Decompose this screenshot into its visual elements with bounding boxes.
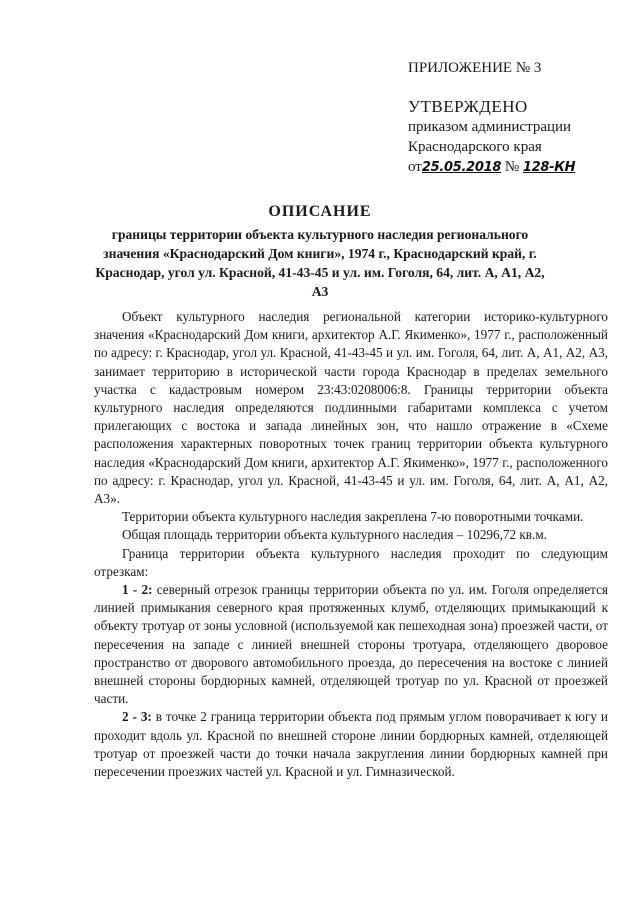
segment-text: северный отрезок границы территории объекта по ул. им. Гоголя определяется линией примыкания северного края протяженных клумб, отделяющих примыкающий к объекту тротуар от зоны условной (используемой как пешеходная зона) проезжей части, от пересечения на западе с линией внешней стороны тротуара, отделяющего дворовое пространство от дворового автомобильного проезда, до пересечения на востоке с линией внешней стороны бордюрных камней, отделяющей тротуар по ул. Красной от проезжей части. <box>94 582 608 707</box>
order-date: 25.05.2018 <box>421 160 502 175</box>
paragraph-segment-2-3 <box>94 708 608 781</box>
document-body <box>94 308 608 781</box>
segment-text: в точке 2 граница территории объекта под прямым углом поворачивает к югу и проходит вдоль ул. Красной по внешней стороне линии бордюрных камней, отделяющей тротуар от проезжей части до точки начала закругления линии бордюрных камней при пересечении проезжих частей ул. Красной и ул. Гимназической. <box>94 709 608 780</box>
order-from: от <box>408 159 422 175</box>
document-title: ОПИСАНИЕ <box>268 203 372 220</box>
paragraph-boundary-intro: Граница территории объекта культурного наследия проходит по следующим отрезкам: <box>94 545 608 579</box>
order-line <box>408 157 575 178</box>
order-number: 128-КН <box>522 160 576 175</box>
appendix-label: ПРИЛОЖЕНИЕ № 3 <box>408 60 542 76</box>
approved-title: УТВЕРЖДЕНО <box>408 97 528 116</box>
approved-line-2: Краснодарского края <box>408 139 542 155</box>
paragraph-turning-points: Территории объекта культурного наследия закреплена 7-ю поворотными точками. <box>122 509 584 525</box>
order-number-sign: № <box>504 159 520 175</box>
document-subtitle: границы территории объекта культурного наследия регионального значения «Краснодарский Дом книги», 1974 г., Краснодарский край, г. Краснодар, угол ул. Красной, 41-43-45 и ул. им. Гоголя, 64, лит. А, А1, А2, А3 <box>95 227 545 299</box>
segment-label: 2 - 3: <box>122 709 152 725</box>
paragraph-total-area: Общая площадь территории объекта культурного наследия – 10296,72 кв.м. <box>122 527 547 543</box>
paragraph-segment-1-2 <box>94 581 608 708</box>
paragraph-object-description: Объект культурного наследия региональной категории историко-культурного значения «Краснодарский Дом книги, архитектор А.Г. Якименко», 1977 г., расположенный по адресу: г. Краснодар, угол ул. Красной, 41-43-45 и ул. им. Гоголя, 64, лит. А, А1, А2, А3, занимает территорию в исторической части города Краснодар в пределах земельного участка с кадастровым номером 23:43:0208006:8. Границы территории объекта культурного наследия определяются подлинными габаритами комплекса с учетом прилегающих с востока и запада линейных зон, что нашло отражение в «Схеме расположения характерных поворотных точек границ территории объекта культурного наследия «Краснодарский Дом книги, архитектор А.Г. Якименко», 1977 г., расположенного по адресу: г. Краснодар, угол ул. Красной, 41-43-45 и ул. им. Гоголя, 64, лит. А, А1, А2, А3». <box>94 309 608 507</box>
approval-block <box>408 97 575 178</box>
approved-line-1: приказом администрации <box>408 119 572 135</box>
segment-label: 1 - 2: <box>122 582 153 598</box>
